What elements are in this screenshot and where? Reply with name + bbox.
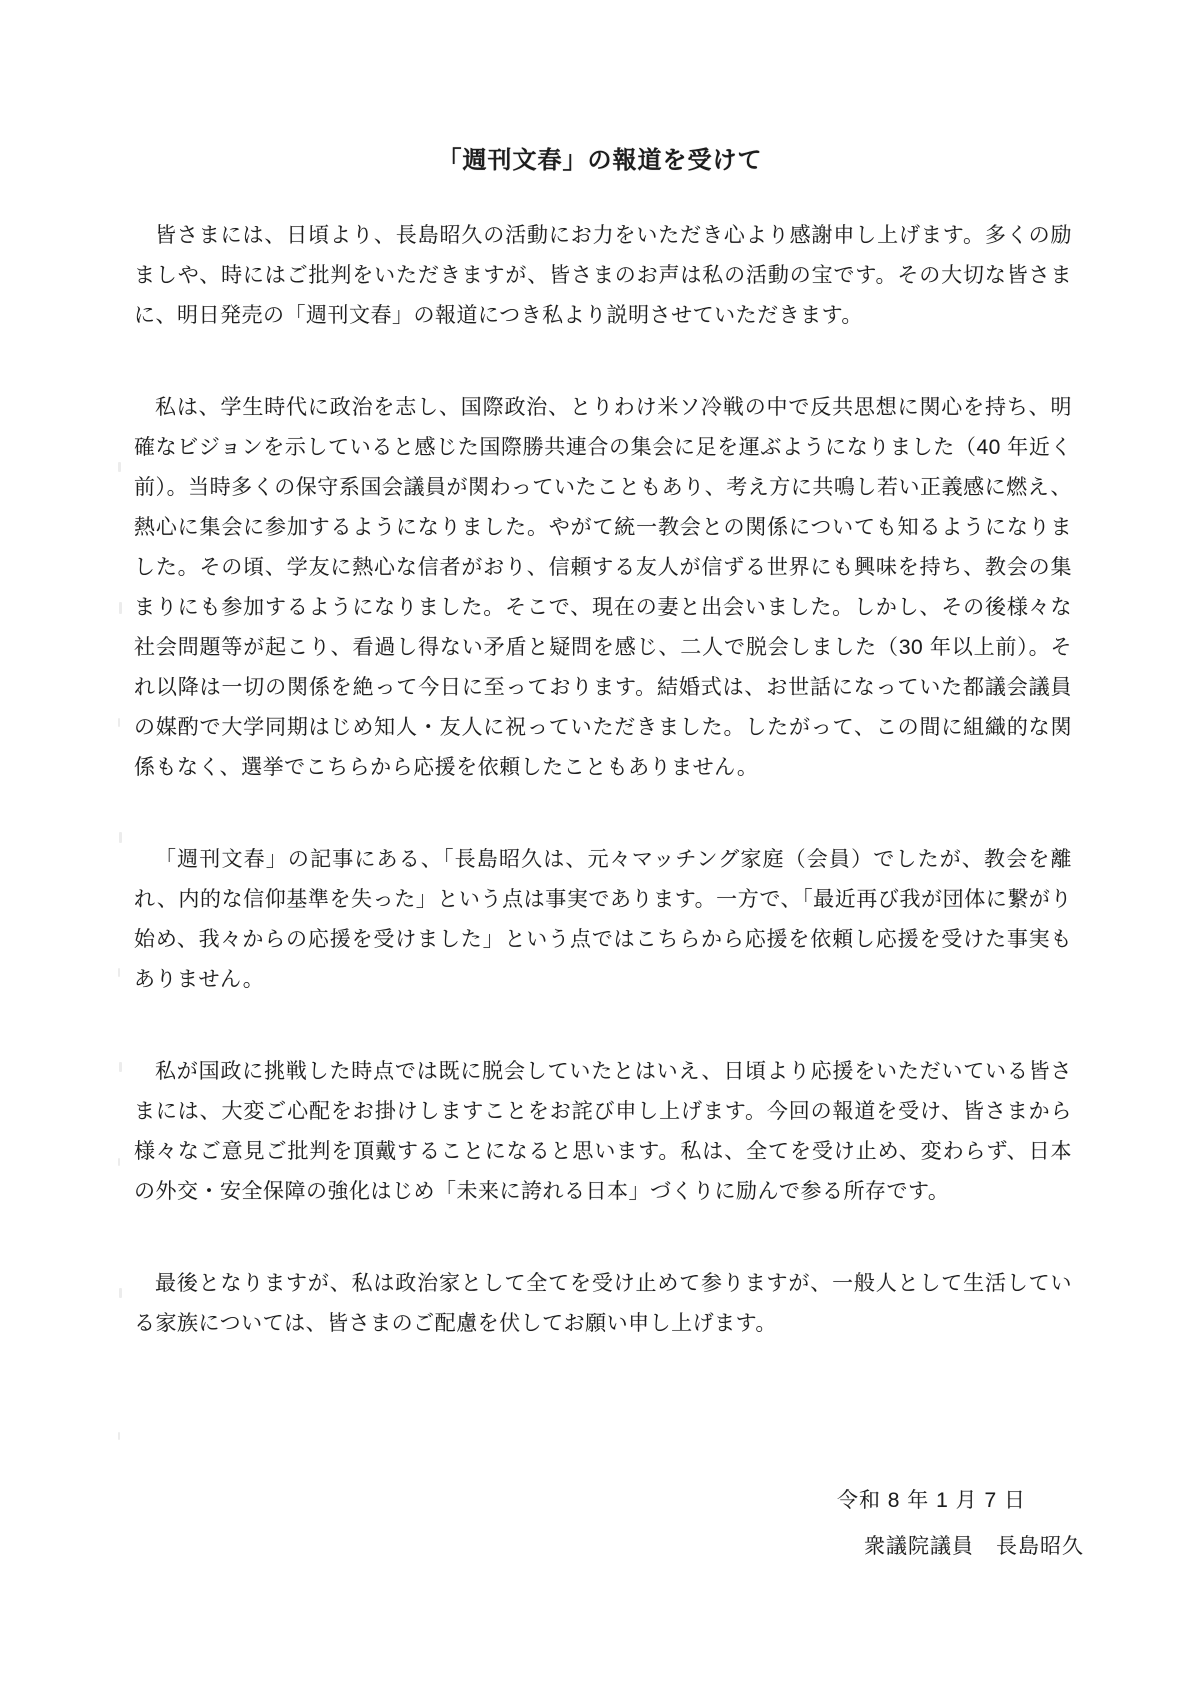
scan-speck xyxy=(118,1432,120,1440)
document-body xyxy=(134,216,1072,1396)
scan-speck xyxy=(119,1288,122,1298)
signature-block xyxy=(837,1478,1084,1570)
scan-speck xyxy=(119,1062,122,1072)
date-line: 令和 8 年 1 月 7 日 xyxy=(836,1489,1026,1512)
scan-speck xyxy=(119,602,122,614)
scan-speck xyxy=(118,1158,120,1166)
scan-speck xyxy=(118,462,121,472)
paragraph-article-response: 「週刊文春」の記事にある、「長島昭久は、元々マッチング家庭（会員）でしたが、教会を離れ、内的な信仰基準を失った」という点は事実であります。一方で、「最近再び我が団体に繋がり始め、我々からの応援を受けました」という点ではこちらから応援を依頼し応援を受けた事実もありません。 xyxy=(134,848,1072,991)
scan-speck xyxy=(119,832,122,843)
paragraph-apology: 私が国政に挑戦した時点では既に脱会していたとはいえ、日頃より応援をいただいている皆さまには、大変ご心配をお掛けしますことをお詫び申し上げます。今回の報道を受け、皆さまから様々なご意見ご批判を頂戴することになると思います。私は、全てを受け止め、変わらず、日本の外交・安全保障の強化はじめ「未来に誇れる日本」づくりに励んで参る所存です。 xyxy=(134,1060,1072,1203)
signature-line: 衆議院議員 長島昭久 xyxy=(864,1535,1084,1558)
scan-speck xyxy=(118,968,120,977)
document-title: 「週刊文春」の報道を受けて xyxy=(437,147,763,174)
scan-speck xyxy=(118,718,120,727)
paragraph-greeting: 皆さまには、日頃より、長島昭久の活動にお力をいただき心より感謝申し上げます。多くの励ましや、時にはご批判をいただきますが、皆さまのお声は私の活動の宝です。その大切な皆さまに、明日発売の「週刊文春」の報道につき私より説明させていただきます。 xyxy=(134,224,1072,327)
paragraph-history: 私は、学生時代に政治を志し、国際政治、とりわけ米ソ冷戦の中で反共思想に関心を持ち、明確なビジョンを示していると感じた国際勝共連合の集会に足を運ぶようになりました（40 年近く前）。当時多くの保守系国会議員が関わっていたこともあり、考え方に共鳴し若い正義感に燃え、熱心に集会に参加するようになりました。やがて統一教会との関係についても知るようになりました。その頃、学友に熱心な信者がおり、信頼する友人が信ずる世界にも興味を持ち、教会の集まりにも参加するようになりました。そこで、現在の妻と出会いました。しかし、その後様々な社会問題等が起こり、看過し得ない矛盾と疑問を感じ、二人で脱会しました（30 年以上前）。それ以降は一切の関係を絶って今日に至っております。結婚式は、お世話になっていた都議会議員の媒酌で大学同期はじめ知人・友人に祝っていただきました。したがって、この間に組織的な関係もなく、選挙でこちらから応援を依頼したこともありません。 xyxy=(134,396,1072,779)
paragraph-closing: 最後となりますが、私は政治家として全てを受け止めて参りますが、一般人として生活している家族については、皆さまのご配慮を伏してお願い申し上げます。 xyxy=(134,1272,1072,1335)
